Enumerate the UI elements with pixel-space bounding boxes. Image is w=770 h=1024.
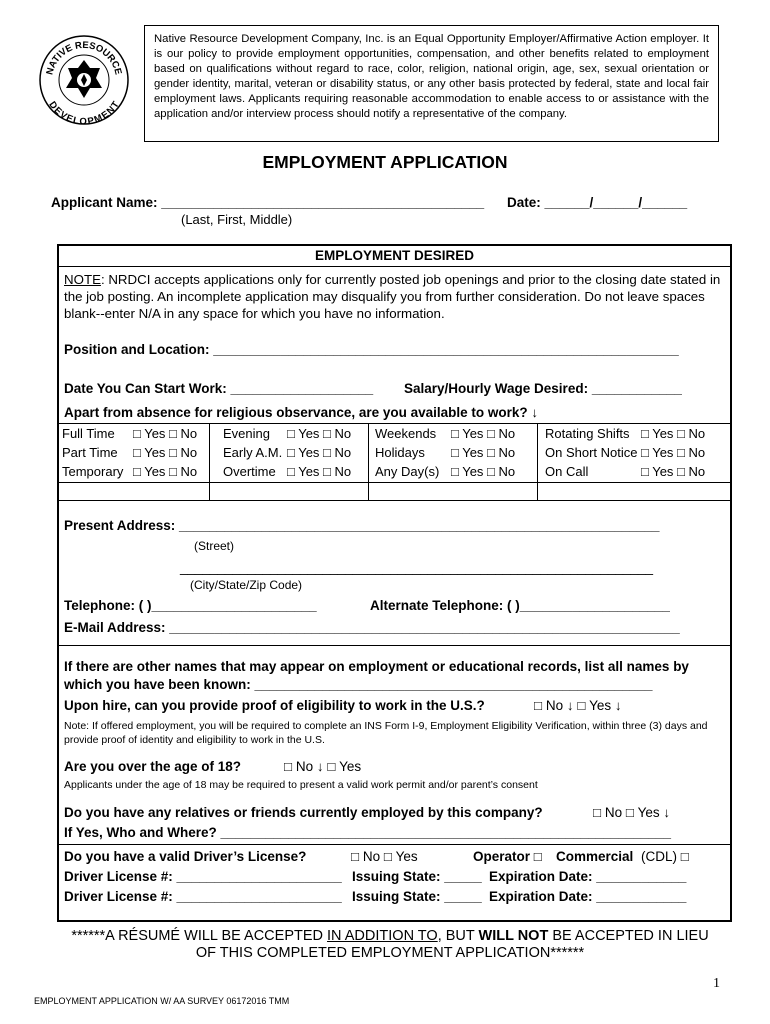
availability-on-call: On Call [545, 464, 589, 479]
eeo-statement: Native Resource Development Company, Inc. is an Equal Opportunity Employer/Affirmative Action employer. It is our policy to provide employment opportunities, compensation, and other benefits related to employment based on qualifications without regard to race, color, religion, national origin, age, sex, sexual orientation or gender identity, marital, veteran or disability status, or any other basis protected by federal, state and local fair employment laws. Applicants requiring reasonable accommodation to enable access to or assistance with the application and/or interview process should notify a representative of the company. [144, 25, 719, 142]
resume-notice-line2: OF THIS COMPLETED EMPLOYMENT APPLICATION****** [195, 945, 585, 961]
note-paragraph [64, 271, 724, 322]
availability-early-am: Early A.M. [223, 445, 283, 460]
license-options[interactable]: □ No □ Yes [351, 849, 418, 864]
expiration-date-field[interactable]: Expiration Date: ____________ [489, 889, 687, 904]
footer-text: EMPLOYMENT APPLICATION W/ AA SURVEY 06172016 TMM [34, 996, 290, 1006]
grid-line [57, 500, 732, 501]
grid-line [368, 423, 369, 500]
grid-line [537, 423, 538, 500]
availability-on-call-options[interactable]: □ Yes □ No [641, 464, 706, 479]
eligibility-note: Note: If offered employment, you will be required to complete an INS Form I-9, Employment Eligibility Verification, within three (3) days and provide proof of identity and eligibility to work in the U.S. [64, 720, 708, 746]
availability-rotating-shifts-options[interactable]: □ Yes □ No [641, 426, 706, 441]
salary-field[interactable]: Salary/Hourly Wage Desired: ____________ [404, 381, 682, 396]
page-number: 1 [713, 976, 720, 991]
availability-full-time-options[interactable]: □ Yes □ No [133, 426, 198, 441]
availability-short-notice: On Short Notice [545, 445, 638, 460]
svg-text:NATIVE RESOURCE: NATIVE RESOURCE [44, 39, 124, 76]
availability-overtime: Overtime [223, 464, 276, 479]
driver-license-field[interactable]: Driver License #: ______________________ [64, 889, 342, 904]
email-field[interactable]: E-Mail Address: ____________________________________________________________________ [64, 620, 680, 635]
grid-line [57, 423, 732, 424]
driver-license-field[interactable]: Driver License #: ______________________ [64, 869, 342, 884]
address-line2-field[interactable]: _______________________________________________________________ [180, 560, 654, 575]
expiration-date-field[interactable]: Expiration Date: ____________ [489, 869, 687, 884]
start-work-field[interactable]: Date You Can Start Work: ___________________ [64, 381, 374, 396]
availability-early-am-options[interactable]: □ Yes □ No [287, 445, 352, 460]
age-question: Are you over the age of 18? [64, 759, 242, 774]
age-note: Applicants under the age of 18 may be required to present a valid work permit and/or parent’s consent [64, 779, 538, 791]
issuing-state-field[interactable]: Issuing State: _____ [352, 889, 482, 904]
availability-part-time: Part Time [62, 445, 118, 460]
section-divider [57, 844, 732, 845]
availability-holidays: Holidays [375, 445, 425, 460]
availability-short-notice-options[interactable]: □ Yes □ No [641, 445, 706, 460]
relatives-question: Do you have any relatives or friends currently employed by this company? [64, 805, 543, 820]
svg-text:DEVELOPMENT: DEVELOPMENT [46, 99, 122, 126]
date-field[interactable]: Date: ______/______/______ [507, 195, 688, 210]
availability-evening: Evening [223, 426, 270, 441]
operator-checkbox[interactable]: Operator □ [473, 849, 542, 864]
applicant-name-field[interactable]: Applicant Name: ___________________________________________ [51, 195, 485, 210]
telephone-field[interactable]: Telephone: ( )______________________ [64, 598, 317, 613]
relatives-where-field[interactable]: If Yes, Who and Where? ____________________________________________________________ [64, 825, 672, 840]
availability-question: Apart from absence for religious observance, are you available to work? ↓ [64, 405, 539, 420]
logo-emblem [38, 34, 130, 126]
applicant-name-hint: (Last, First, Middle) [181, 212, 293, 227]
eligibility-options[interactable]: □ No ↓ □ Yes ↓ [534, 698, 622, 713]
alt-telephone-field[interactable]: Alternate Telephone: ( )____________________ [370, 598, 670, 613]
other-names-field[interactable]: which you have been known: _____________________________________________________ [64, 677, 653, 692]
age-options[interactable]: □ No ↓ □ Yes [284, 759, 362, 774]
relatives-options[interactable]: □ No □ Yes ↓ [593, 805, 671, 820]
availability-overtime-options[interactable]: □ Yes □ No [287, 464, 352, 479]
issuing-state-field[interactable]: Issuing State: _____ [352, 869, 482, 884]
availability-rotating-shifts: Rotating Shifts [545, 426, 630, 441]
present-address-field[interactable]: Present Address: ________________________________________________________________ [64, 518, 660, 533]
company-logo [38, 34, 130, 126]
availability-part-time-options[interactable]: □ Yes □ No [133, 445, 198, 460]
availability-any-days-options[interactable]: □ Yes □ No [451, 464, 516, 479]
grid-line [57, 482, 732, 483]
grid-line [209, 423, 210, 500]
availability-full-time[interactable]: Full Time [62, 426, 115, 441]
street-hint: (Street) [194, 539, 235, 553]
position-location-field[interactable]: Position and Location: ______________________________________________________________ [64, 342, 679, 357]
cdl-checkbox[interactable]: (CDL) □ [641, 849, 689, 864]
page-title: EMPLOYMENT APPLICATION [262, 152, 508, 172]
availability-weekends: Weekends [375, 426, 437, 441]
license-question: Do you have a valid Driver’s License? [64, 849, 307, 864]
note-prefix: NOTE [64, 272, 101, 287]
availability-holidays-options[interactable]: □ Yes □ No [451, 445, 516, 460]
availability-any-days: Any Day(s) [375, 464, 440, 479]
availability-temporary-options[interactable]: □ Yes □ No [133, 464, 198, 479]
city-state-zip-hint: (City/State/Zip Code) [190, 578, 303, 592]
resume-notice: ******A RÉSUMÉ WILL BE ACCEPTED IN ADDITION TO, BUT WILL NOT BE ACCEPTED IN LIEU [71, 928, 709, 944]
note-text: : NRDCI accepts applications only for currently posted job openings and prior to the closing date stated in the job posting. An incomplete application may disqualify you from further consideration. Do not leave spaces blank--enter N/A in any space for which you have no information. [64, 272, 721, 321]
commercial-label: Commercial [556, 849, 634, 864]
availability-evening-options[interactable]: □ Yes □ No [287, 426, 352, 441]
eligibility-question: Upon hire, can you provide proof of eligibility to work in the U.S.? [64, 698, 485, 713]
availability-weekends-options[interactable]: □ Yes □ No [451, 426, 516, 441]
section-divider [57, 645, 732, 646]
other-names-question: If there are other names that may appear on employment or educational records, list all names by [64, 659, 689, 674]
availability-temporary: Temporary [62, 464, 124, 479]
section-header: EMPLOYMENT DESIRED [59, 246, 730, 267]
